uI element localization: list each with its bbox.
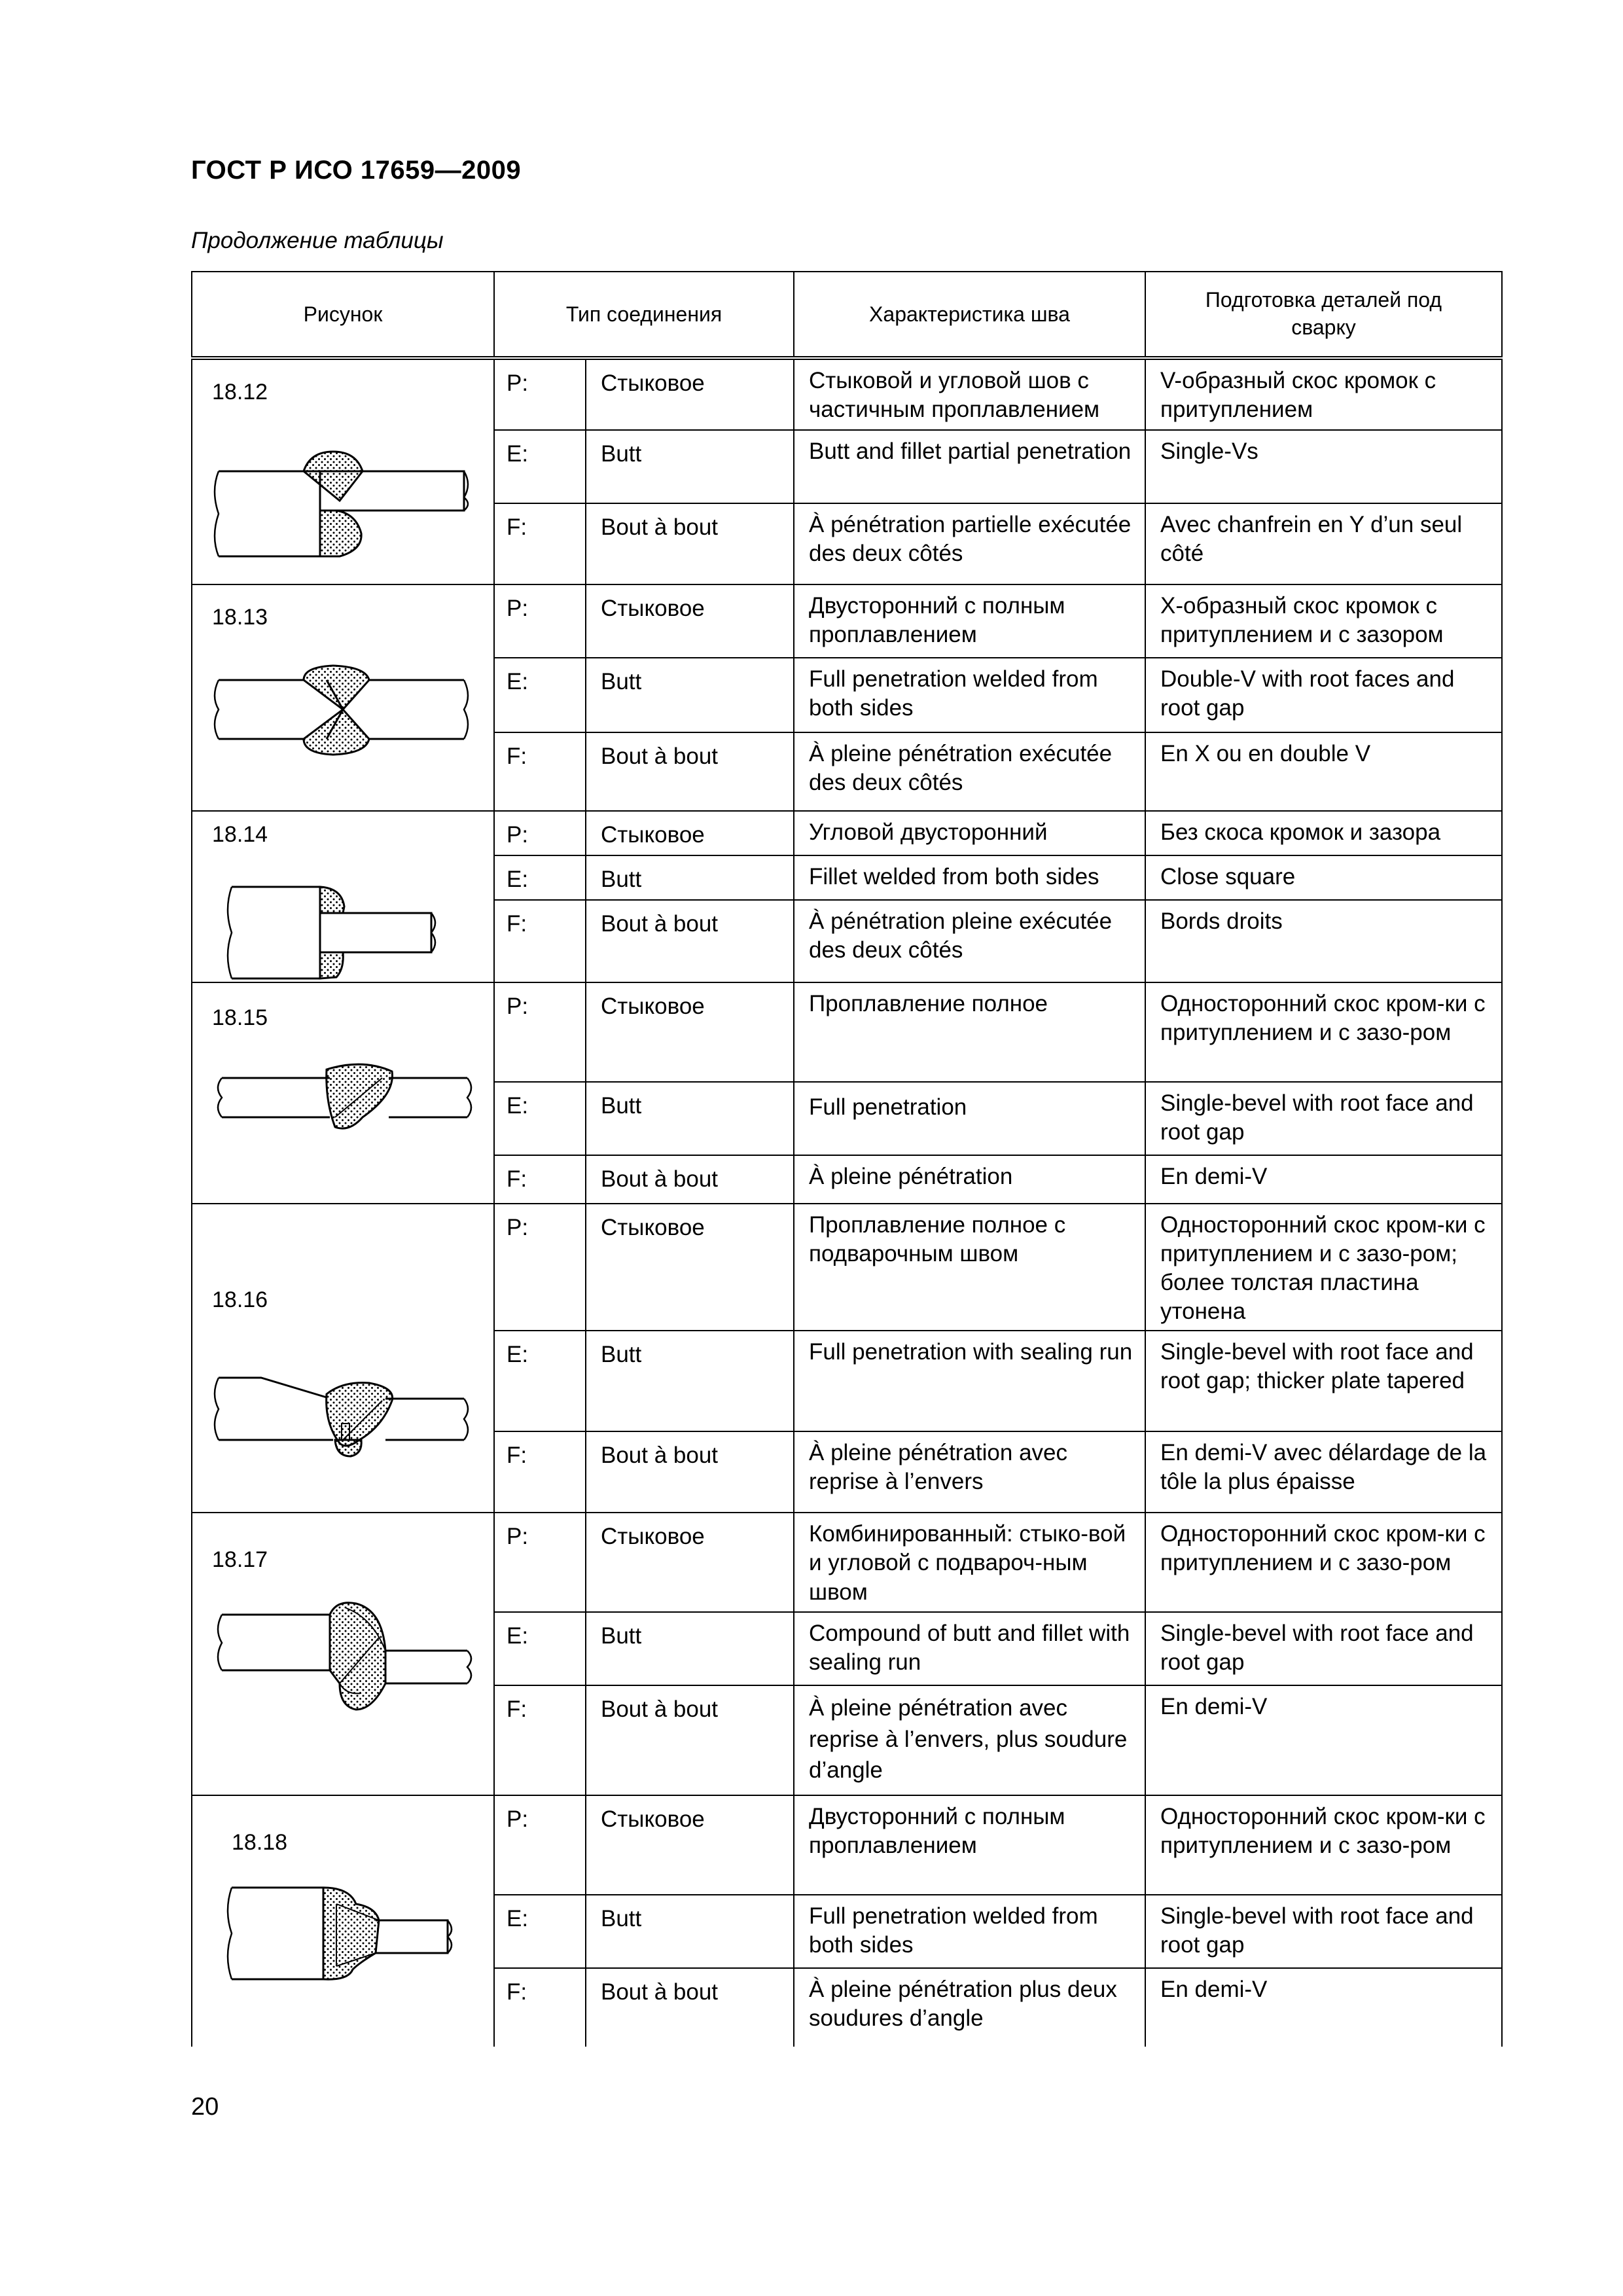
lang-code: F: (494, 1968, 586, 2047)
joint-type: Butt (586, 430, 794, 503)
joint-type: Butt (586, 1331, 794, 1431)
joint-preparation: Односторонний скос кром-ки с притуплением и с зазо-ром (1145, 1513, 1502, 1612)
lang-code: P: (494, 1204, 586, 1331)
joint-type: Bout à bout (586, 1431, 794, 1513)
joint-preparation: En demi-V (1145, 1968, 1502, 2047)
joint-type: Butt (586, 1895, 794, 1968)
weld-characteristic: Butt and fillet partial penetration (794, 430, 1145, 503)
lang-code: P: (494, 584, 586, 658)
joint-type: Bout à bout (586, 1968, 794, 2047)
weld-characteristic: Compound of butt and fillet with sealing run (794, 1612, 1145, 1685)
figure-number: 18.17 (212, 1547, 268, 1573)
joint-type: Стыковое (586, 1204, 794, 1331)
figure-cell-18-14 (192, 811, 494, 982)
joint-preparation: Single-Vs (1145, 430, 1502, 503)
figure-number: 18.14 (212, 822, 268, 847)
figure-number: 18.16 (212, 1287, 268, 1312)
figure-cell-18-12 (192, 358, 494, 584)
weld-characteristic: À pleine pénétration (794, 1155, 1145, 1204)
joint-type: Butt (586, 1612, 794, 1685)
weld-characteristic: À pleine pénétration avec reprise à l’envers, plus soudure d’angle (794, 1685, 1145, 1795)
weld-characteristic: À pénétration partielle exécutée des deux côtés (794, 503, 1145, 584)
lang-code: P: (494, 982, 586, 1082)
joint-preparation: X-образный скос кромок с притуплением и с зазором (1145, 584, 1502, 658)
figure-cell-18-16 (192, 1204, 494, 1513)
lang-code: P: (494, 358, 586, 430)
joint-type: Стыковое (586, 982, 794, 1082)
column-header-joint-type: Тип соединения (494, 272, 794, 358)
joint-type: Butt (586, 855, 794, 900)
weld-characteristic: Двусторонний с полным проплавлением (794, 1795, 1145, 1895)
joint-preparation: Single-bevel with root face and root gap (1145, 1082, 1502, 1155)
lang-code: E: (494, 1612, 586, 1685)
joint-type: Стыковое (586, 1795, 794, 1895)
joint-preparation: Односторонний скос кром-ки с притуплением и с зазо-ром (1145, 982, 1502, 1082)
weld-characteristic: Двусторонний с полным проплавлением (794, 584, 1145, 658)
weld-figure-18-18 (205, 1868, 480, 2012)
lang-code: P: (494, 1513, 586, 1612)
table-row (192, 358, 1502, 430)
weld-characteristic: À pleine pénétration plus deux soudures d’angle (794, 1968, 1145, 2047)
joint-preparation: En demi-V avec délardage de la tôle la plus épaisse (1145, 1431, 1502, 1513)
table-row (192, 584, 1502, 658)
lang-code: P: (494, 811, 586, 855)
joint-preparation: Double-V with root faces and root gap (1145, 658, 1502, 732)
lang-code: F: (494, 1431, 586, 1513)
lang-code: E: (494, 1331, 586, 1431)
table-continuation-caption: Продолжение таблицы (191, 228, 444, 253)
joint-type: Bout à bout (586, 1155, 794, 1204)
table-row (192, 1795, 1502, 1895)
figure-cell-18-17 (192, 1513, 494, 1795)
lang-code: F: (494, 503, 586, 584)
figure-number: 18.18 (232, 1830, 288, 1856)
lang-code: E: (494, 430, 586, 503)
weld-characteristic: Full penetration welded from both sides (794, 1895, 1145, 1968)
weld-figure-18-16 (205, 1345, 480, 1476)
weld-characteristic: Full penetration welded from both sides (794, 658, 1145, 732)
weld-characteristic: À pleine pénétration exécutée des deux côtés (794, 732, 1145, 811)
lang-code: E: (494, 1895, 586, 1968)
weld-characteristic: Проплавление полное с подварочным швом (794, 1204, 1145, 1331)
weld-figure-18-14 (205, 848, 480, 992)
page-number: 20 (191, 2093, 219, 2121)
joint-preparation: Без скоса кромок и зазора (1145, 811, 1502, 855)
joint-preparation: En demi-V (1145, 1155, 1502, 1204)
joint-preparation: Односторонний скос кром-ки с притуплением и с зазо-ром; более толстая пластина утонена (1145, 1204, 1502, 1331)
joint-preparation: Single-bevel with root face and root gap (1145, 1895, 1502, 1968)
lang-code: F: (494, 900, 586, 982)
table-row (192, 982, 1502, 1082)
lang-code: F: (494, 1685, 586, 1795)
lang-code: P: (494, 1795, 586, 1895)
figure-cell-18-15 (192, 982, 494, 1204)
joint-preparation: En demi-V (1145, 1685, 1502, 1795)
figure-number: 18.15 (212, 1005, 268, 1030)
weld-characteristic: À pleine pénétration avec reprise à l’envers (794, 1431, 1145, 1513)
column-header-figure: Рисунок (192, 272, 494, 358)
joint-preparation: V-образный скос кромок с притуплением (1145, 358, 1502, 430)
weld-figure-18-15 (205, 1042, 480, 1173)
joint-type: Bout à bout (586, 1685, 794, 1795)
joint-type: Bout à bout (586, 732, 794, 811)
lang-code: F: (494, 1155, 586, 1204)
weld-characteristic: Full penetration (794, 1082, 1145, 1155)
lang-code: E: (494, 1082, 586, 1155)
weld-characteristic: Угловой двусторонний (794, 811, 1145, 855)
joint-type: Стыковое (586, 811, 794, 855)
joint-preparation: En X ou en double V (1145, 732, 1502, 811)
figure-cell-18-18 (192, 1795, 494, 2047)
joint-preparation: Avec chanfrein en Y d’un seul côté (1145, 503, 1502, 584)
weld-figure-18-17 (205, 1585, 480, 1729)
weld-characteristic: Стыковой и угловой шов с частичным проплавлением (794, 358, 1145, 430)
weld-characteristic: Комбинированный: стыко-вой и угловой с подвароч-ным швом (794, 1513, 1145, 1612)
figure-number: 18.13 (212, 605, 268, 630)
weld-characteristic: Проплавление полное (794, 982, 1145, 1082)
joint-preparation: Single-bevel with root face and root gap (1145, 1612, 1502, 1685)
table-row (192, 1204, 1502, 1331)
joint-type: Стыковое (586, 584, 794, 658)
figure-number: 18.12 (212, 380, 268, 404)
joint-preparation: Close square (1145, 855, 1502, 900)
weld-figure-18-13 (205, 641, 480, 785)
joint-preparation: Single-bevel with root face and root gap; thicker plate tapered (1145, 1331, 1502, 1431)
table-row (192, 811, 1502, 855)
column-header-weld-characteristic: Характеристика шва (794, 272, 1145, 358)
lang-code: E: (494, 658, 586, 732)
joint-preparation: Bords droits (1145, 900, 1502, 982)
weld-joint-table (191, 271, 1503, 2047)
column-header-preparation: Подготовка деталей под сварку (1145, 272, 1502, 358)
joint-type: Bout à bout (586, 900, 794, 982)
joint-type: Butt (586, 658, 794, 732)
joint-preparation: Односторонний скос кром-ки с притуплением и с зазо-ром (1145, 1795, 1502, 1895)
weld-characteristic: Full penetration with sealing run (794, 1331, 1145, 1431)
joint-type: Стыковое (586, 358, 794, 430)
weld-figure-18-12 (205, 422, 480, 566)
weld-characteristic: À pénétration pleine exécutée des deux côtés (794, 900, 1145, 982)
table-header-row (192, 272, 1502, 358)
lang-code: F: (494, 732, 586, 811)
weld-characteristic: Fillet welded from both sides (794, 855, 1145, 900)
joint-type: Стыковое (586, 1513, 794, 1612)
joint-type: Bout à bout (586, 503, 794, 584)
figure-cell-18-13 (192, 584, 494, 811)
lang-code: E: (494, 855, 586, 900)
document-title: ГОСТ Р ИСО 17659—2009 (191, 156, 522, 185)
joint-type: Butt (586, 1082, 794, 1155)
table-row (192, 1513, 1502, 1612)
